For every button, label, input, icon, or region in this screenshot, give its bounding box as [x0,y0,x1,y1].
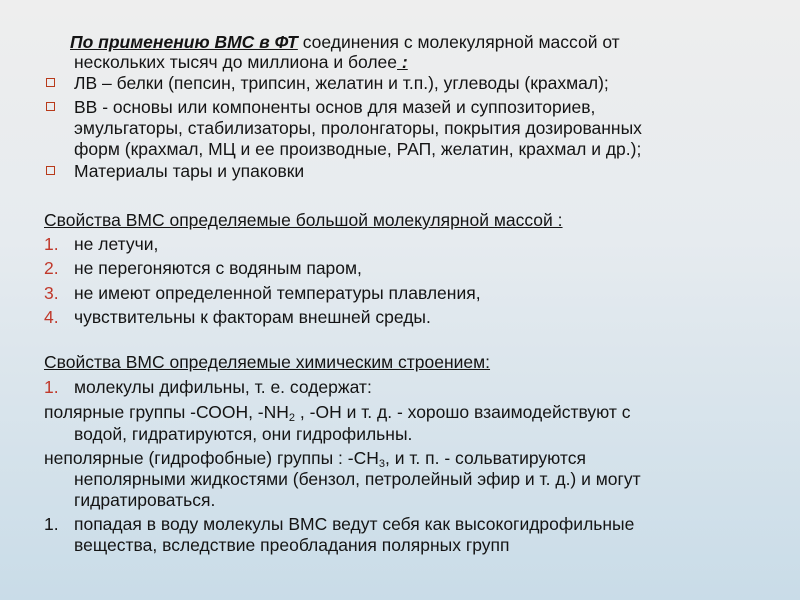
section-chem-heading: Свойства ВМС определяемые химическим строением: [44,352,491,372]
chem-item-2-line-2: вещества, вследствие преобладания полярных групп [74,535,510,555]
intro-line-2 [74,52,408,73]
polar-subscript: 2 [288,412,296,424]
bullet-2-line-2: эмульгаторы, стабилизаторы, пролонгаторы, покрытия дозированных [74,118,642,138]
list-number: 1. [44,234,59,254]
section-mass-heading: Свойства ВМС определяемые большой молекулярной массой : [44,210,563,230]
list-number: 3. [44,283,59,303]
polar-text-b: , -ОН и т. д. - хорошо взаимодействуют с [295,402,631,422]
list-number: 4. [44,307,59,327]
polar-groups-line-2: водой, гидратируются, они гидрофильны. [74,424,413,444]
polar-text-a: полярные группы -СООН, -NH [44,402,289,422]
bullet-1-line: ЛВ – белки (пепсин, трипсин, желатин и т.п.), углеводы (крахмал); [74,73,609,93]
intro-title-bold: По применению ВМС в ФТ [70,32,298,52]
chem-item-2-line-1: попадая в воду молекулы ВМС ведут себя как высокогидрофильные [74,514,635,534]
nonpolar-subscript: 3 [378,458,385,470]
intro-line2-text: нескольких тысяч до миллиона и более [74,52,398,72]
list-item: чувствительны к факторам внешней среды. [74,307,431,327]
list-item: не летучи, [74,234,159,254]
list-number: 1. [44,377,59,397]
nonpolar-text-a: неполярные (гидрофобные) группы : -СН [44,448,379,468]
list-item: не перегоняются с водяным паром, [74,258,362,278]
chem-item-1: молекулы дифильны, т. е. содержат: [74,377,372,397]
list-number: 1. [44,514,59,534]
nonpolar-groups-line-2: неполярными жидкостями (бензол, петролейный эфир и т. д.) и могут [74,469,641,489]
intro-colon: : [397,52,408,72]
bullet-square-icon [46,102,55,111]
bullet-square-icon [46,166,55,175]
nonpolar-text-b: , и т. п. - сольватируются [384,448,586,468]
list-number: 2. [44,258,59,278]
list-item: не имеют определенной температуры плавления, [74,283,481,303]
nonpolar-groups-line-3: гидратироваться. [74,490,216,510]
bullet-2-line-1: ВВ - основы или компоненты основ для мазей и суппозиториев, [74,97,596,117]
intro-title-rest: соединения с молекулярной массой от [297,32,620,52]
bullet-3-line: Материалы тары и упаковки [74,161,305,181]
bullet-square-icon [46,78,55,87]
bullet-2-line-3: форм (крахмал, МЦ и ее производные, РАП, желатин, крахмал и др.); [74,139,642,159]
intro-line-1 [70,32,620,53]
